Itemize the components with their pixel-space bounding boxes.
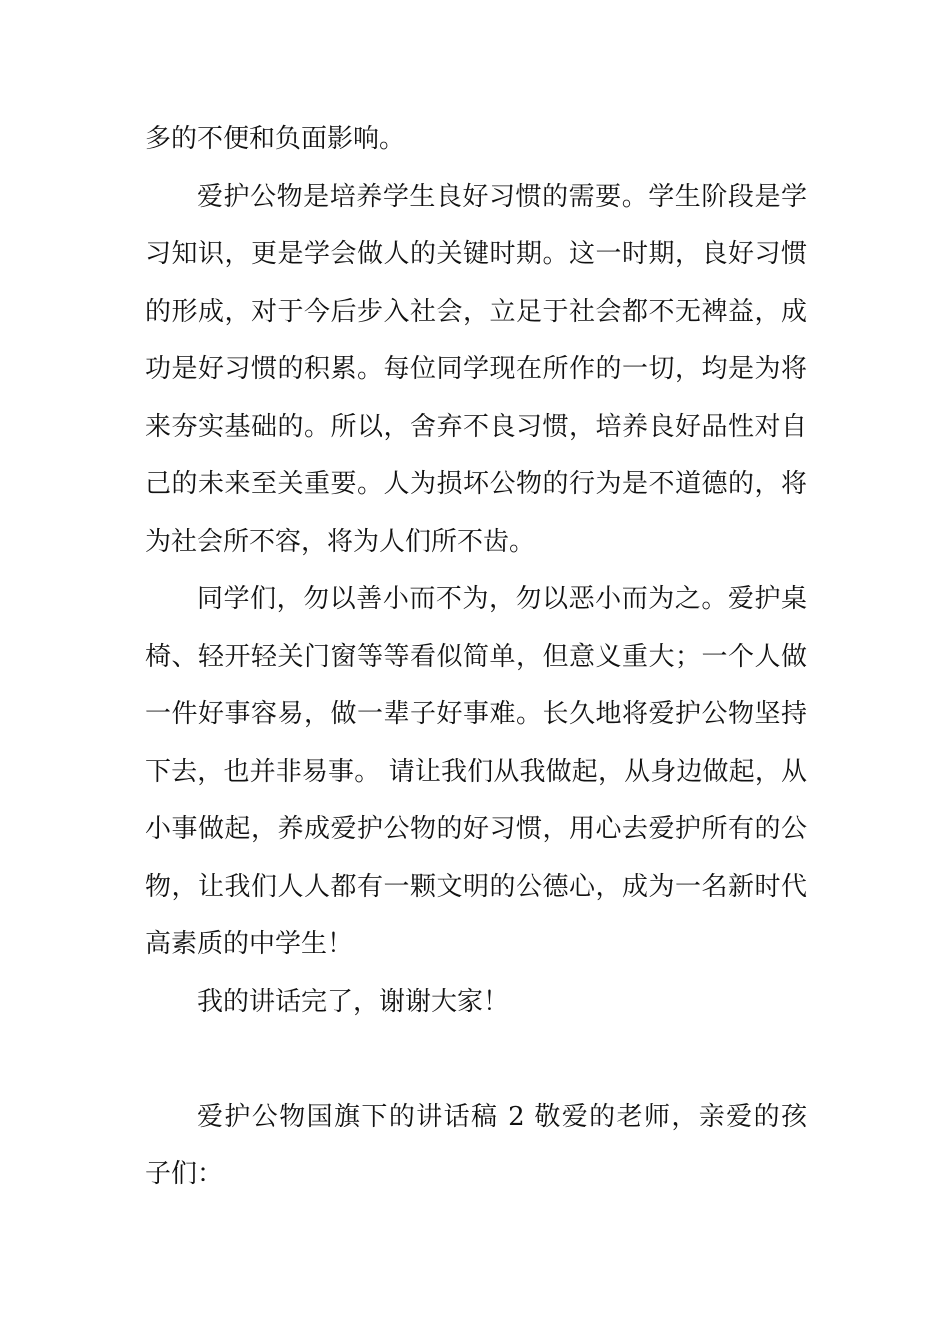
text-line: 高素质的中学生！ [145,929,354,959]
text-line: 我的讲话完了，谢谢大家！ [197,986,510,1017]
text-line: 习知识，更是学会做人的关键时期。这一时期，良好习惯 [145,239,807,269]
text-line: 来夯实基础的。所以，舍弃不良习惯，培养良好品性对自 [145,411,807,442]
paragraph [145,571,807,974]
text-line: 功是好习惯的积累。每位同学现在所作的一切，均是为将 [145,354,807,384]
text-line: 椅、轻开轻关门窗等等看似简单，但意义重大；一个人做 [145,641,807,672]
text-line: 子们： [145,1159,224,1189]
text-line: 物，让我们人人都有一颗文明的公德心，成为一名新时代 [145,871,807,902]
paragraph [145,1089,807,1204]
text-line: 爱护公物国旗下的讲话稿 2 敬爱的老师，亲爱的孩 [197,1101,807,1132]
text-line: 为社会所不容，将为人们所不齿。 [145,526,536,557]
text-line: 一件好事容易，做一辈子好事难。长久地将爱护公物坚持 [145,699,807,729]
blank-line [145,1031,807,1089]
text-line: 同学们，勿以善小而不为，勿以恶小而为之。爱护桌 [197,584,807,614]
paragraph [145,974,807,1032]
text-line: 的形成，对于今后步入社会，立足于社会都不无裨益，成 [145,296,807,327]
document-body [145,111,807,1204]
text-line: 多的不便和负面影响。 [145,124,406,154]
text-line: 己的未来至关重要。人为损坏公物的行为是不道德的，将 [145,469,807,499]
paragraph [145,169,807,572]
text-line: 小事做起，养成爱护公物的好习惯，用心去爱护所有的公 [145,814,807,844]
paragraph [145,111,807,169]
text-line: 下去，也并非易事。 请让我们从我做起，从身边做起，从 [145,756,807,787]
text-line: 爱护公物是培养学生良好习惯的需要。学生阶段是学 [197,181,807,212]
